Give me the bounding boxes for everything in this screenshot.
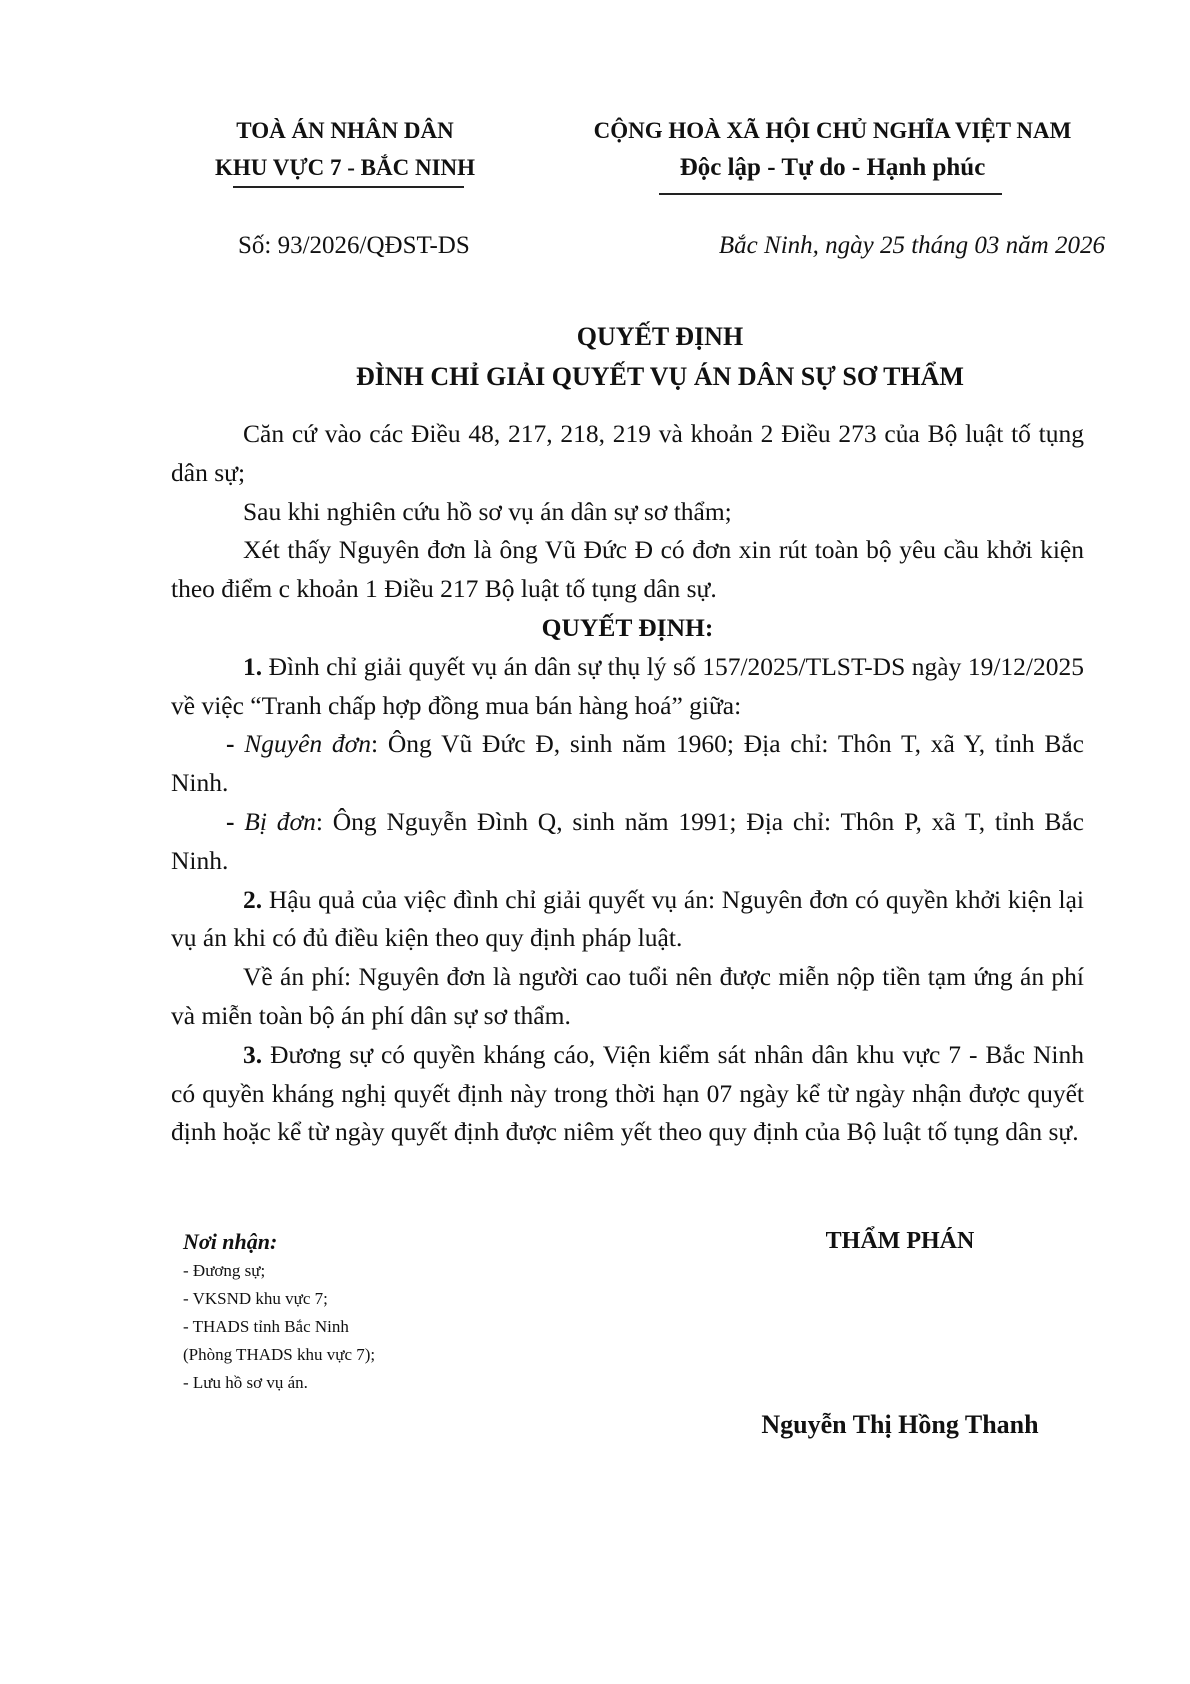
- recipient-item: - Lưu hồ sơ vụ án.: [183, 1373, 308, 1392]
- court-underline: [233, 186, 464, 188]
- item-1-number: 1.: [243, 651, 263, 681]
- plaintiff-text: : Ông Vũ Đức Đ, sinh năm 1960; Địa chỉ: Thôn T, xã Y, tỉnh Bắc Ninh.: [171, 729, 1084, 798]
- decision-subtitle: ĐÌNH CHỈ GIẢI QUYẾT VỤ ÁN DÂN SỰ SƠ THẨM: [356, 362, 964, 391]
- court-fee-paragraph: Về án phí: Nguyên đơn là người cao tuổi nên được miễn nộp tiền tạm ứng án phí và miễn toàn bộ án phí dân sự sơ thẩm.: [171, 962, 1084, 1030]
- review-paragraph: Sau khi nghiên cứu hồ sơ vụ án dân sự sơ thẩm;: [243, 496, 732, 526]
- legal-basis-paragraph: Căn cứ vào các Điều 48, 217, 218, 219 và khoản 2 Điều 273 của Bộ luật tố tụng dân sự;: [171, 419, 1084, 487]
- decision-item-3: [171, 1036, 1084, 1152]
- court-line-1: TOÀ ÁN NHÂN DÂN: [236, 118, 454, 143]
- decision-item-2: [171, 881, 1084, 959]
- plaintiff-dash: -: [226, 729, 245, 759]
- document-number: Số: 93/2026/QĐST-DS: [238, 232, 470, 259]
- defendant-dash: -: [226, 806, 245, 836]
- recipients-block: [183, 1227, 375, 1397]
- item-3-text: Đương sự có quyền kháng cáo, Viện kiểm sát nhân dân khu vực 7 - Bắc Ninh có quyền kháng nghị quyết định này trong thời hạn 07 ngày kể từ ngày nhận được quyết định hoặc kể từ ngày quyết định được niêm yết theo quy định của Bộ luật tố tụng dân sự.: [171, 1039, 1084, 1147]
- place-date: Bắc Ninh, ngày 25 tháng 03 năm 2026: [718, 232, 1105, 259]
- recipient-item: - Đương sự;: [183, 1261, 266, 1280]
- decision-body: [171, 415, 1084, 1152]
- recipient-item: (Phòng THADS khu vực 7);: [183, 1345, 376, 1364]
- consideration-paragraph: Xét thấy Nguyên đơn là ông Vũ Đức Đ có đơn xin rút toàn bộ yêu cầu khởi kiện theo điểm c khoản 1 Điều 217 Bộ luật tố tụng dân sự.: [171, 535, 1084, 604]
- item-3-number: 3.: [243, 1039, 263, 1069]
- item-2-text: Hậu quả của việc đình chỉ giải quyết vụ án: Nguyên đơn có quyền khởi kiện lại vụ án khi có đủ điều kiện theo quy định pháp luật.: [171, 884, 1084, 953]
- motto-underline: [659, 193, 1002, 195]
- decision-item-1: [171, 648, 1084, 726]
- item-1-text: Đình chỉ giải quyết vụ án dân sự thụ lý số 157/2025/TLST-DS ngày 19/12/2025 về việc “Tranh chấp hợp đồng mua bán hàng hoá” giữa:: [171, 651, 1084, 720]
- court-name: [185, 112, 505, 186]
- recipient-item: - THADS tỉnh Bắc Ninh: [183, 1317, 349, 1336]
- plaintiff-label: Nguyên đơn: [244, 729, 372, 759]
- recipients-heading: Nơi nhận:: [183, 1229, 278, 1254]
- court-line-2: KHU VỰC 7 - BẮC NINH: [214, 155, 476, 180]
- defendant-line: [171, 803, 1084, 881]
- decision-heading: QUYẾT ĐỊNH:: [541, 612, 714, 642]
- national-header: [565, 112, 1100, 186]
- defendant-label: Bị đơn: [244, 806, 316, 836]
- recipient-item: - VKSND khu vực 7;: [183, 1289, 328, 1308]
- defendant-text: : Ông Nguyễn Đình Q, sinh năm 1991; Địa chỉ: Thôn P, xã T, tỉnh Bắc Ninh.: [171, 806, 1084, 875]
- nation-name: CỘNG HOÀ XÃ HỘI CHỦ NGHĨA VIỆT NAM: [593, 118, 1072, 143]
- plaintiff-line: [171, 725, 1084, 803]
- signer-name: Nguyễn Thị Hồng Thanh: [761, 1410, 1039, 1439]
- national-motto: Độc lập - Tự do - Hạnh phúc: [679, 154, 986, 181]
- decision-title: QUYẾT ĐỊNH: [576, 322, 744, 351]
- signer-role: THẨM PHÁN: [825, 1228, 975, 1254]
- item-2-number: 2.: [243, 884, 263, 914]
